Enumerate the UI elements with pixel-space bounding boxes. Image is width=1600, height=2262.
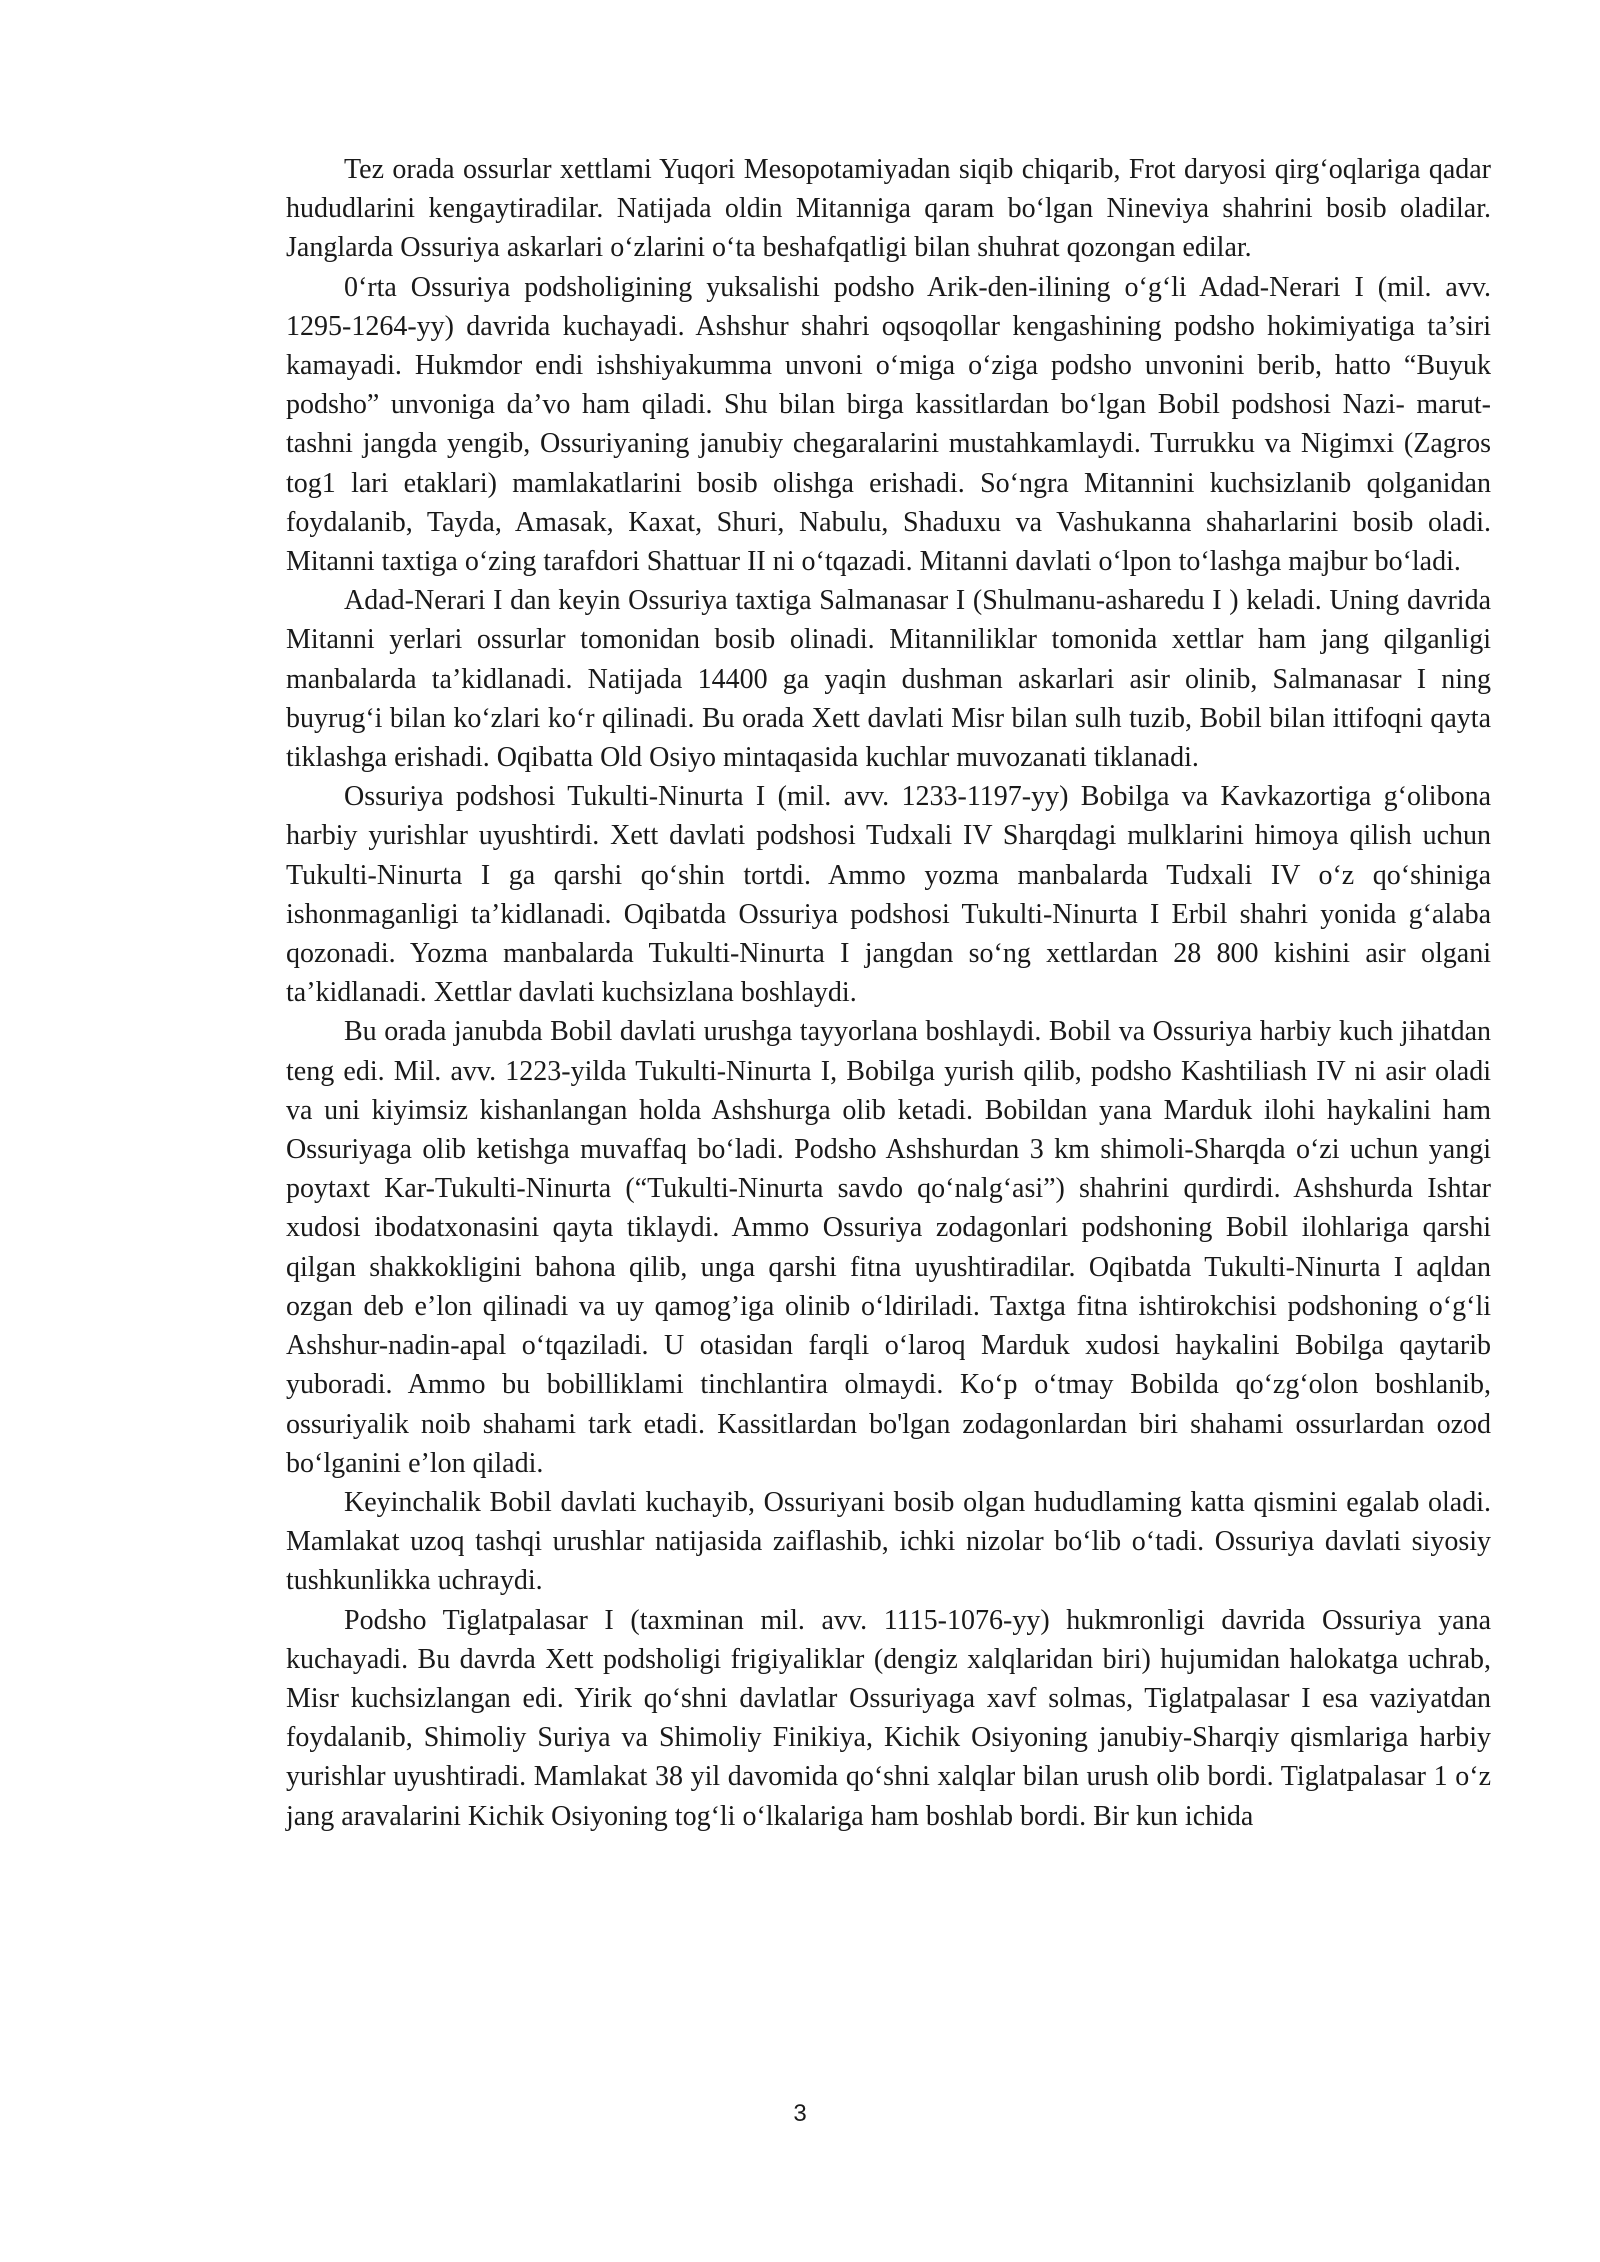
paragraph-4: Ossuriya podshosi Tukulti-Ninurta I (mil. avv. 1233-1197-yy) Bobilga va Kavkazortiga g‘olibona harbiy yurishlar uyushtirdi. Xett davlati podshosi Tudxali IV Sharqdagi mulklarini himoya qilish uchun Tukulti-Ninurta I ga qarshi qo‘shin tortdi. Ammo yozma manbalarda Tudxali IV o‘z qo‘shiniga ishonmaganligi ta’kidlanadi. Oqibatda Ossuriya podshosi Tukulti-Ninurta I Erbil shahri yonida g‘alaba qozonadi. Yozma manbalarda Tukulti-Ninurta I jangdan so‘ng xettlardan 28 800 kishini asir olgani ta’kidlanadi. Xettlar davlati kuchsizlana boshlaydi. (286, 781, 1491, 1009)
document-body (286, 150, 1491, 1836)
paragraph-7: Podsho Tiglatpalasar I (taxminan mil. avv. 1115-1076-yy) hukmronligi davrida Ossuriya yana kuchayadi. Bu davrda Xett podsholigi frigiyaliklar (dengiz xalqlaridan biri) hujumidan halokatga uchrab, Misr kuchsizlangan edi. Yirik qo‘shni davlatlar Ossuriyaga xavf solmas, Tiglatpalasar I esa vaziyatdan foydalanib, Shimoliy Suriya va Shimoliy Finikiya, Kichik Osiyoning janubiy-Sharqiy qismlariga harbiy yurishlar uyushtiradi. Mamlakat 38 yil davomida qo‘shni xalqlar bilan urush olib bordi. Tiglatpalasar 1 o‘z jang aravalarini Kichik Osiyoning tog‘li o‘lkalariga ham boshlab bordi. Bir kun ichida (286, 1604, 1491, 1832)
paragraph-1: Tez orada ossurlar xettlami Yuqori Mesopotamiyadan siqib chiqarib, Frot daryosi qirg‘oqlariga qadar hududlarini kengaytiradilar. Natijada oldin Mitanniga qaram bo‘lgan Nineviya shahrini bosib oladilar. Janglarda Ossuriya askarlari o‘zlarini o‘ta beshafqatligi bilan shuhrat qozongan edilar. (286, 154, 1491, 264)
paragraph-5: Bu orada janubda Bobil davlati urushga tayyorlana boshlaydi. Bobil va Ossuriya harbiy kuch jihatdan teng edi. Mil. avv. 1223-yilda Tukulti-Ninurta I, Bobilga yurish qilib, podsho Kashtiliash IV ni asir oladi va uni kiyimsiz kishanlangan holda Ashshurga olib ketadi. Bobildan yana Marduk ilohi haykalini ham Ossuriyaga olib ketishga muvaffaq bo‘ladi. Podsho Ashshurdan 3 km shimoli-Sharqda o‘zi uchun yangi poytaxt Kar-Tukulti-Ninurta (“Tukulti-Ninurta savdo qo‘nalg‘asi”) shahrini qurdirdi. Ashshurda Ishtar xudosi ibodatxonasini qayta tiklaydi. Ammo Ossuriya zodagonlari podshoning Bobil ilohlariga qarshi qilgan shakkokligini bahona qilib, unga qarshi fitna uyushtiradilar. Oqibatda Tukulti-Ninurta I aqldan ozgan deb e’lon qilinadi va uy qamog’iga olinib o‘ldiriladi. Taxtga fitna ishtirokchisi podshoning o‘g‘li Ashshur-nadin-apal o‘tqaziladi. U otasidan farqli o‘laroq Marduk xudosi haykalini Bobilga qaytarib yuboradi. Ammo bu bobilliklami tinchlantira olmaydi. Ko‘p o‘tmay Bobilda qo‘zg‘olon boshlanib, ossuriyalik noib shahami tark etadi. Kassitlardan bo'lgan zodagonlardan biri shahami ossurlardan ozod bo‘lganini e’lon qiladi. (286, 1016, 1491, 1479)
page-number: 3 (793, 2100, 807, 2127)
paragraph-2: 0‘rta Ossuriya podsholigining yuksalishi podsho Arik-den-ilining o‘g‘li Adad-Nerari I (mil. avv. 1295-1264-yy) davrida kuchayadi. Ashshur shahri oqsoqollar kengashining podsho hokimiyatiga ta’siri kamayadi. Hukmdor endi ishshiyakumma unvoni o‘miga o‘ziga podsho unvonini berib, hatto “Buyuk podsho” unvoniga da’vo ham qiladi. Shu bilan birga kassitlardan bo‘lgan Bobil podshosi Nazi- marut-tashni jangda yengib, Ossuriyaning janubiy chegaralarini mustahkamlaydi. Turrukku va Nigimxi (Zagros tog1 lari etaklari) mamlakatlarini bosib olishga erishadi. So‘ngra Mitannini kuchsizlanib qolganidan foydalanib, Tayda, Amasak, Kaxat, Shuri, Nabulu, Shaduxu va Vashukanna shaharlarini bosib oladi. Mitanni taxtiga o‘zing tarafdori Shattuar II ni o‘tqazadi. Mitanni davlati o‘lpon to‘lashga majbur bo‘ladi. (286, 271, 1491, 578)
paragraph-6: Keyinchalik Bobil davlati kuchayib, Ossuriyani bosib olgan hududlaming katta qismini egalab oladi. Mamlakat uzoq tashqi urushlar natijasida zaiflashib, ichki nizolar bo‘lib o‘tadi. Ossuriya davlati siyosiy tushkunlikka uchraydi. (286, 1486, 1491, 1597)
paragraph-3: Adad-Nerari I dan keyin Ossuriya taxtiga Salmanasar I (Shulmanu-asharedu I ) keladi. Uning davrida Mitanni yerlari ossurlar tomonidan bosib olinadi. Mitanniliklar tomonida xettlar ham jang qilganligi manbalarda ta’kidlanadi. Natijada 14400 ga yaqin dushman askarlari asir olinib, Salmanasar I ning buyrug‘i bilan ko‘zlari ko‘r qilinadi. Bu orada Xett davlati Misr bilan sulh tuzib, Bobil bilan ittifoqni qayta tiklashga erishadi. Oqibatta Old Osiyo mintaqasida kuchlar muvozanati tiklanadi. (286, 585, 1491, 774)
